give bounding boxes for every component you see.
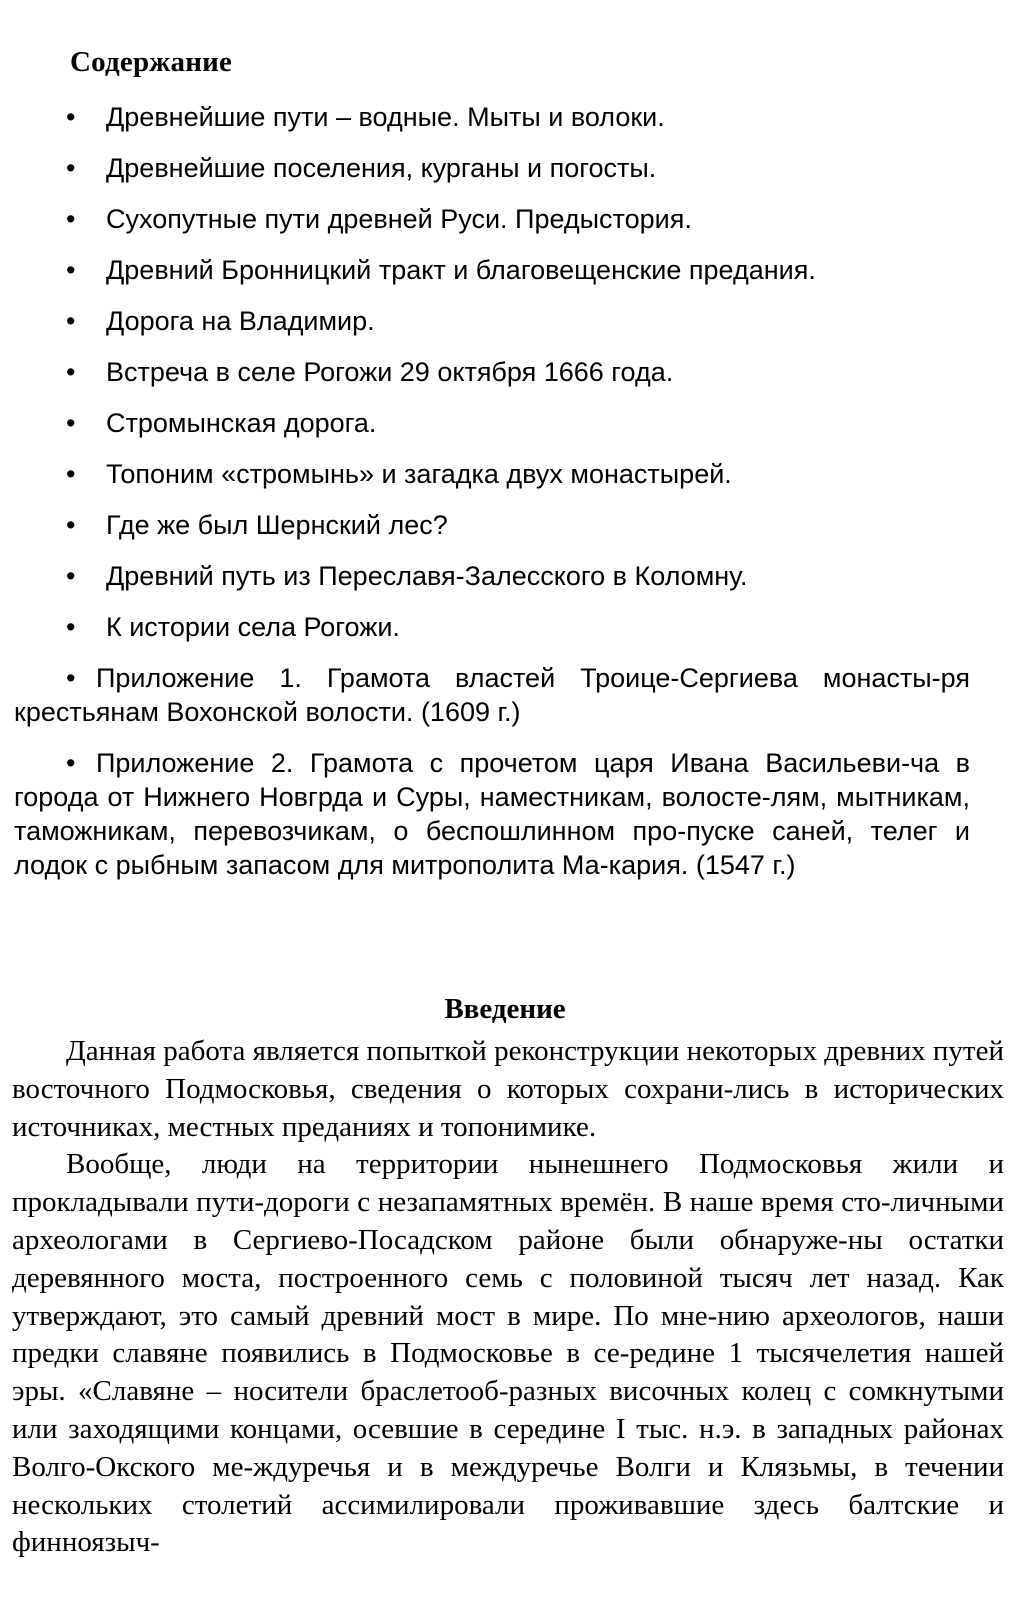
paragraph: Данная работа является попыткой реконструкции некоторых древних путей восточного Подмосковья, сведения о которых сохрани-лись в исторических источниках, местных преданиях и топонимике.: [12, 1035, 1004, 1143]
toc-appendix-item: [14, 746, 970, 882]
toc-item-label: Стромынская дорога.: [106, 408, 377, 438]
toc-appendix-item: [14, 661, 970, 729]
toc-item: [66, 355, 673, 389]
bullet-icon: •: [66, 612, 76, 642]
section-title-introduction: Введение: [444, 993, 566, 1025]
bullet-icon: •: [66, 204, 76, 234]
bullet-icon: •: [66, 561, 76, 591]
toc-item-label: Древний путь из Переславя-Залесского в Коломну.: [106, 561, 748, 591]
toc-item: [66, 457, 732, 491]
bullet-icon: •: [66, 663, 76, 693]
bullet-icon: •: [66, 306, 76, 336]
toc-item: [66, 151, 656, 185]
introduction-body: [12, 1033, 1004, 1562]
bullet-icon: •: [66, 459, 76, 489]
toc-item: [66, 406, 376, 440]
bullet-icon: •: [66, 510, 76, 540]
toc-item-label: Древнейшие поселения, курганы и погосты.: [106, 153, 657, 183]
toc-item: [66, 253, 816, 287]
toc-item: [66, 610, 400, 644]
toc-item-label: Топоним «стромынь» и загадка двух монастырей.: [106, 459, 732, 489]
toc-item: [66, 202, 692, 236]
toc-item: [66, 100, 665, 134]
bullet-icon: •: [66, 255, 76, 285]
toc-item-label: К истории села Рогожи.: [106, 612, 400, 642]
paragraph: Вообще, люди на территории нынешнего Подмосковья жили и прокладывали пути-дороги с незапамятных времён. В наше время сто-личными археологами в Сергиево-Посадском районе были обнаруже-ны остатки деревянного моста, построенного семь с половиной тысяч лет назад. Как утверждают, это самый древний мост в мире. По мне-нию археологов, наши предки славяне появились в Подмосковье в се-редине 1 тысячелетия нашей эры. «Славяне – носители браслетооб-разных височных колец с сомкнутыми или заходящими концами, осевшие в середине I тыс. н.э. в западных районах Волго-Окского ме-ждуречья и в междуречье Волги и Клязьмы, в течении нескольких столетий ассимилировали проживавшие здесь балтские и финноязыч-: [12, 1148, 1004, 1559]
bullet-icon: •: [66, 748, 76, 778]
toc-appendix-label: Приложение 2. Грамота с прочетом царя Ивана Васильеви-ча в города от Нижнего Новгрда и Суры, наместникам, волосте-лям, мытникам, таможникам, перевозчикам, о беспошлинном про-пуске саней, телег и лодок с рыбным запасом для митрополита Ма-кария. (1547 г.): [14, 748, 970, 880]
bullet-icon: •: [66, 153, 76, 183]
toc-title: Содержание: [70, 46, 233, 78]
toc-appendix-label: Приложение 1. Грамота властей Троице-Сергиева монасты-ря крестьянам Вохонской волости. (1609 г.): [14, 663, 970, 727]
toc-item: [66, 304, 375, 338]
bullet-icon: •: [66, 357, 76, 387]
toc-item-label: Где же был Шернский лес?: [106, 510, 448, 540]
toc-item-label: Сухопутные пути древней Руси. Предыстория.: [106, 204, 692, 234]
toc-item: [66, 559, 747, 593]
toc-item: [66, 508, 448, 542]
toc-item-label: Древнейшие пути – водные. Мыты и волоки.: [106, 102, 665, 132]
toc-item-label: Дорога на Владимир.: [106, 306, 375, 336]
toc-item-label: Встреча в селе Рогожи 29 октября 1666 года.: [106, 357, 674, 387]
bullet-icon: •: [66, 102, 76, 132]
bullet-icon: •: [66, 408, 76, 438]
toc-item-label: Древний Бронницкий тракт и благовещенские предания.: [106, 255, 816, 285]
